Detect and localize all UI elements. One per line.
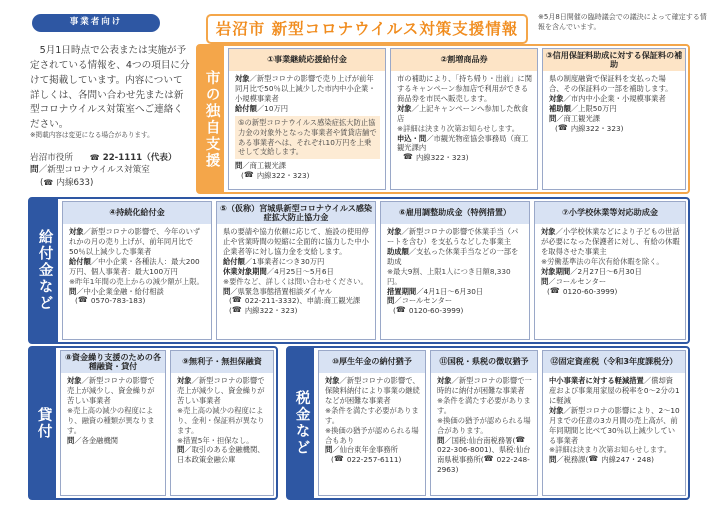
text: 022-248-2963): [437, 455, 530, 475]
label: 給付額: [235, 103, 257, 113]
paren: (: [40, 177, 44, 188]
note: ※労働基準法の年次有給休暇を除く。: [541, 256, 664, 266]
label: 対象: [325, 376, 340, 385]
phone-icon: [484, 456, 496, 463]
text: ／新型コロナの影響により、2～10月までの任意の3カ月間の売上高が、前年同期間と比べて30％以上減少している事業者: [549, 405, 680, 445]
label: 対象: [235, 74, 250, 83]
note: ※換価の猶予が認められる場合もあり: [325, 425, 419, 445]
note: ※条件を満たす必要があります。: [325, 405, 419, 425]
label: 問: [325, 445, 333, 455]
card-school-closure-subsidy: ⑦小学校休業等対応助成金 対象／小学校休業などにより子どもの世話が必要になった保護者に対し、有給の休暇を取得させた事業主 ※労働基準法の年次有給休暇を除く。 対象期間／2月27日～6月30日 問／コールセンター (☎ 0120-60-3999): [534, 201, 686, 340]
text: ／上限50万円: [570, 103, 617, 113]
text: 022-211-3332)、申請:商工観光課: [244, 296, 361, 306]
inquiry-label: 問: [30, 165, 39, 176]
label: 問: [549, 455, 557, 465]
label: 問: [223, 286, 231, 296]
label: 対象: [437, 376, 452, 385]
label: 対象: [69, 227, 84, 236]
text: ／取引のある金融機関、日本政策金融公庫: [177, 445, 265, 465]
card-title: ⑩厚生年金の納付猶予: [319, 351, 425, 373]
label: 問: [67, 435, 75, 445]
card-employment-adjustment: ⑥雇用調整助成金（特例措置） 対象／新型コロナの影響で休業手当（パートを含む）を支払うなどした事業主 助成額／支払った休業手当などの一部を助成 ※最大9割、上限1人につき日額8,330円。 措置期間／4月1日～6月30日 問／コールセンター (☎ 0120-60-3999): [380, 201, 530, 340]
label: 問: [235, 161, 243, 171]
card-title: ④持続化給付金: [63, 202, 211, 224]
card-title: ②割増商品券: [391, 49, 537, 71]
text: 内線322・323): [570, 123, 624, 133]
phone-icon: [403, 154, 415, 161]
text: 022-306-8001)、県税:仙台南県税事務所: [437, 445, 531, 465]
card-guarantee-subsidy: ③信用保証料助成に対する保証料の補助 県の制度融資で保証料を支払った場合、その保証料の一部を補助します。 対象／市内中小企業・小規模事業者 補助額／上限50万円 問／商工観光課 (☎ 内線322・323): [542, 48, 686, 190]
text: ／コールセンター: [548, 276, 607, 286]
text: ／市内中小企業・小規模事業者: [563, 93, 666, 103]
label: 問: [69, 286, 77, 296]
phone-icon: [232, 307, 244, 314]
page-title: 岩沼市 新型コロナウイルス対策支援情報: [206, 14, 528, 44]
note: ※要件など、詳しくは問い合わせください。: [223, 276, 368, 286]
text: 0120-60-3999): [408, 306, 464, 316]
card-sustainability-benefit: ④持続化給付金 対象／新型コロナの影響で、今年のいずれかの月の売り上げが、前年同月比で50％以上減少した事業者 給付額／中小企業・各種法人：最大200万円、個人事業者：最大100万円 ※昨年1年間の売上からの減少額が上限。 問／中小企業金融・給付相談 (☎ 0570-783-183): [62, 201, 212, 340]
label: 助成額: [387, 246, 409, 256]
card-title: ⑦小学校休業等対応助成金: [535, 202, 685, 224]
office-tel: 22-1111（代表）: [102, 153, 177, 163]
card-financing-support: [60, 350, 166, 496]
card-prefecture-cooperation-fund: ⑤（仮称）宮城県新型コロナウイルス感染症拡大防止協力金 県の要請や協力依頼に応じて、施設の使用停止や営業時間の短縮に全面的に協力した中小企業者等に対し協力金を支給します。 給付額／1事業者につき30万円 休業対象期間／4月25日～5月6日 ※要件など、詳しくは問い合わせください。 問／県緊急事態措置相談ダイヤル (☎ 022-211-3332)、申請:商工観光課 (☎ 内線322・323): [216, 201, 376, 340]
note: ※売上高の減少の程度により、融資の種類が異なります。: [67, 405, 155, 435]
dept-name: 新型コロナウイルス対策室: [47, 165, 150, 176]
text: 内線322・323): [244, 306, 298, 316]
label: 申込・問: [397, 133, 427, 143]
label: 対象: [387, 227, 402, 236]
label: 問: [437, 435, 445, 445]
text: ／仙台東年金事務所: [332, 445, 398, 455]
label: 問: [549, 113, 557, 123]
text: 内線322・323): [416, 153, 469, 163]
section-taxes: [286, 346, 690, 500]
highlight-note: ⑤の新型コロナウイルス感染症拡大防止協力金の対象外となった事業者や賃貸店舗である事業者へは、それぞれ10万円を上乗せして支給します。: [235, 116, 380, 160]
text: ／新型コロナの影響で、保険料納付により事業の継続などが困難な事業者: [325, 376, 420, 405]
label: 休業対象期間: [223, 266, 267, 276]
text: ／新型コロナの影響で売上が減少し、資金繰りが苦しい事業者: [67, 376, 155, 405]
label: 対象: [549, 405, 564, 415]
text: 県の要請や協力依頼に応じて、施設の使用停止や営業時間の短縮に全面的に協力した中小企業者等に対し協力金を支給します。: [223, 227, 369, 256]
label: 対象: [67, 376, 82, 385]
note: ※昨年1年間の売上からの減少額が上限。: [69, 276, 204, 286]
card-pension-deferral: ⑩厚生年金の納付猶予 対象／新型コロナの影響で、保険料納付により事業の継続などが困難な事業者 ※条件を満たす必要があります。 ※換価の猶予が認められる場合もあり 問／仙台東年金事務所 (☎ 022-257-6111): [318, 350, 426, 496]
text: ／新型コロナの影響で休業手当（パートを含む）を支払うなどした事業主: [387, 227, 519, 246]
text: ／新型コロナの影響で一時的に納付が困難な事業者: [437, 376, 532, 395]
card-title: ③信用保証料助成に対する保証料の補助: [543, 49, 685, 71]
text: 0120-60-3999): [562, 286, 618, 296]
text: ／商工観光課: [556, 113, 601, 123]
label: 中小事業者に対する軽減措置: [549, 376, 644, 385]
note: ※換価の猶予が認められる場合があります。: [437, 415, 531, 435]
text: ／各金融機関: [74, 435, 119, 445]
text: ／10万円: [256, 103, 289, 113]
text: ／新型コロナの影響で、今年のいずれかの月の売り上げが、前年同月比で50％以上減少した事業者: [69, 227, 201, 256]
label: 措置期間: [387, 286, 417, 296]
office-name: 岩沼市役所: [30, 153, 73, 163]
text: 市の補助により、「持ち帰り・出前」に関するキャンペーン参加店で利用ができる商品券を市民へ販売します。: [397, 74, 532, 103]
text: ／4月1日～6月30日: [416, 286, 484, 296]
card-title: ⑤（仮称）宮城県新型コロナウイルス感染症拡大防止協力金: [217, 202, 375, 224]
label: 問: [177, 445, 185, 455]
note: ※詳細は決まり次第お知らせします。: [549, 445, 672, 455]
phone-icon: [334, 456, 346, 463]
text: ／新型コロナの影響で売り上げが前年同月比で50％以上減少した市内中小企業・小規模事業者: [235, 74, 376, 103]
section-label-city: 市の独自支援: [198, 46, 224, 192]
phone-icon: [588, 456, 600, 463]
section-label-benefits: 給付金など: [30, 199, 58, 342]
label: 対象期間: [541, 266, 571, 276]
note: ※最大9割、上限1人につき日額8,330円。: [387, 266, 511, 286]
phone-icon: [550, 288, 562, 295]
phone-icon: [90, 154, 102, 161]
section-city-support: [196, 44, 690, 194]
phone-icon: [396, 307, 408, 314]
text: ／2月27日～6月30日: [570, 266, 642, 276]
text: ／支払った休業手当などの一部を助成: [387, 246, 519, 266]
section-loans: [28, 346, 278, 500]
label: 対象: [541, 227, 556, 236]
date-note: ※5月8日開催の臨時議会での議決によって確定する情報を含んでいます。: [538, 13, 707, 32]
note: ※措置5年・担保なし。: [177, 435, 254, 445]
text: ／中小企業金融・給付相談: [76, 286, 164, 296]
note: ※条件を満たす必要があります。: [437, 395, 531, 415]
phone-icon: [43, 179, 55, 186]
text: ／新型コロナの影響で売上が減少し、資金繰りが苦しい事業者: [177, 376, 265, 405]
text: ／コールセンター: [394, 296, 453, 306]
text: 県の制度融資で保証料を支払った場合、その保証料の一部を補助します。: [549, 74, 673, 93]
section-label-taxes: 税金など: [288, 348, 314, 498]
text: ／1事業者につき30万円: [244, 256, 325, 266]
card-title: ⑧資金繰り支援のための各種融資・貸付: [61, 351, 165, 373]
text: ／上記キャンペーンへ参加した飲食店: [397, 103, 529, 123]
label: 給付額: [223, 256, 245, 266]
text: ／償却資産および事業用家屋の税率を0～2分の1に軽減: [549, 376, 680, 405]
text: ／4月25日～5月6日: [266, 266, 334, 276]
label: 対象: [177, 376, 192, 385]
label: 問: [541, 276, 549, 286]
card-property-tax: ⑫固定資産税（令和3年度課税分） 中小事業者に対する軽減措置／償却資産および事業用家屋の税率を0～2分の1に軽減 対象／新型コロナの影響により、2～10月までの任意の3カ月間の売上高が、前年同期間と比べて30％以上減少している事業者 ※詳細は決まり次第お知らせします。 問／税務課(☎ 内線247・248): [542, 350, 686, 496]
text: 内線322・323): [256, 171, 310, 181]
text: ／商工観光課: [242, 161, 287, 171]
label: 対象: [397, 103, 412, 113]
text: ／国税:仙台南税務署: [444, 435, 513, 445]
text: 内線247・248): [601, 455, 654, 465]
card-title: ⑪国税・県税の徴収猶予: [431, 351, 537, 373]
text: 0570-783-183): [90, 296, 146, 306]
label: 問: [387, 296, 395, 306]
card-title: ⑫固定資産税（令和3年度課税分）: [543, 351, 685, 373]
phone-icon: [244, 172, 256, 179]
note: ※売上高の減少の程度により、金利・保証料が異なります。: [177, 405, 265, 435]
card-title: ⑨無利子・無担保融資: [171, 351, 273, 373]
text: 022-257-6111): [346, 455, 402, 465]
label: 対象: [549, 93, 564, 103]
card-premium-voucher: [390, 48, 538, 190]
card-title: ①事業継続応援給付金: [229, 49, 385, 71]
intro-text: 5月1日時点で公表または実施が予定されている情報を、4つの項目に分けて掲載しています。内容について詳しくは、各問い合わせ先または新型コロナウイルス対策室へご連絡ください。: [30, 45, 190, 131]
section-benefits: [28, 197, 690, 344]
audience-tag: 事業者向け: [32, 14, 160, 32]
phone-icon: [558, 125, 570, 132]
card-business-continuity: ①事業継続応援給付金 対象／新型コロナの影響で売り上げが前年同月比で50％以上減少した市内中小企業・小規模事業者 給付額／10万円 ⑤の新型コロナウイルス感染症拡大防止協力金の対象外となった事業者や賃貸店舗である事業者へは、それぞれ10万円を上乗せして支給します。 問／商工観光課 (☎ 内線322・323): [228, 48, 386, 190]
card-tax-deferral: ⑪国税・県税の徴収猶予 対象／新型コロナの影響で一時的に納付が困難な事業者 ※条件を満たす必要があります。 ※換価の猶予が認められる場合があります。 問／国税:仙台南税務署(☎022-306-8001)、県税:仙台南県税事務所(☎ 022-248-2963): [430, 350, 538, 496]
phone-icon: [232, 297, 244, 304]
card-title: ⑥雇用調整助成金（特例措置）: [381, 202, 529, 224]
text: ／中小企業・各種法人：最大200万円、個人事業者：最大100万円: [69, 256, 200, 276]
card-interest-free-loan: [170, 350, 274, 496]
section-label-loans: 貸付: [30, 348, 56, 498]
dept-ext: 内線633): [56, 177, 94, 188]
contact-block: 岩沼市役所 ☎ 22-1111（代表） 問／新型コロナウイルス対策室 (☎ 内線633): [30, 152, 195, 189]
intro-note: ※掲載内容は変更になる場合があります。: [30, 131, 154, 139]
label: 補助額: [549, 103, 571, 113]
phone-icon: [515, 437, 527, 444]
phone-icon: [78, 297, 90, 304]
text: ／税務課: [556, 455, 586, 465]
text: ／県緊急事態措置相談ダイヤル: [230, 286, 333, 296]
text: ／小学校休業などにより子どもの世話が必要になった保護者に対し、有給の休暇を取得させた事業主: [541, 227, 680, 256]
label: 給付額: [69, 256, 91, 266]
note: ※詳細は決まり次第お知らせします。: [397, 123, 520, 133]
text: ／市観光物産協会事務局（商工観光課内: [397, 133, 529, 153]
